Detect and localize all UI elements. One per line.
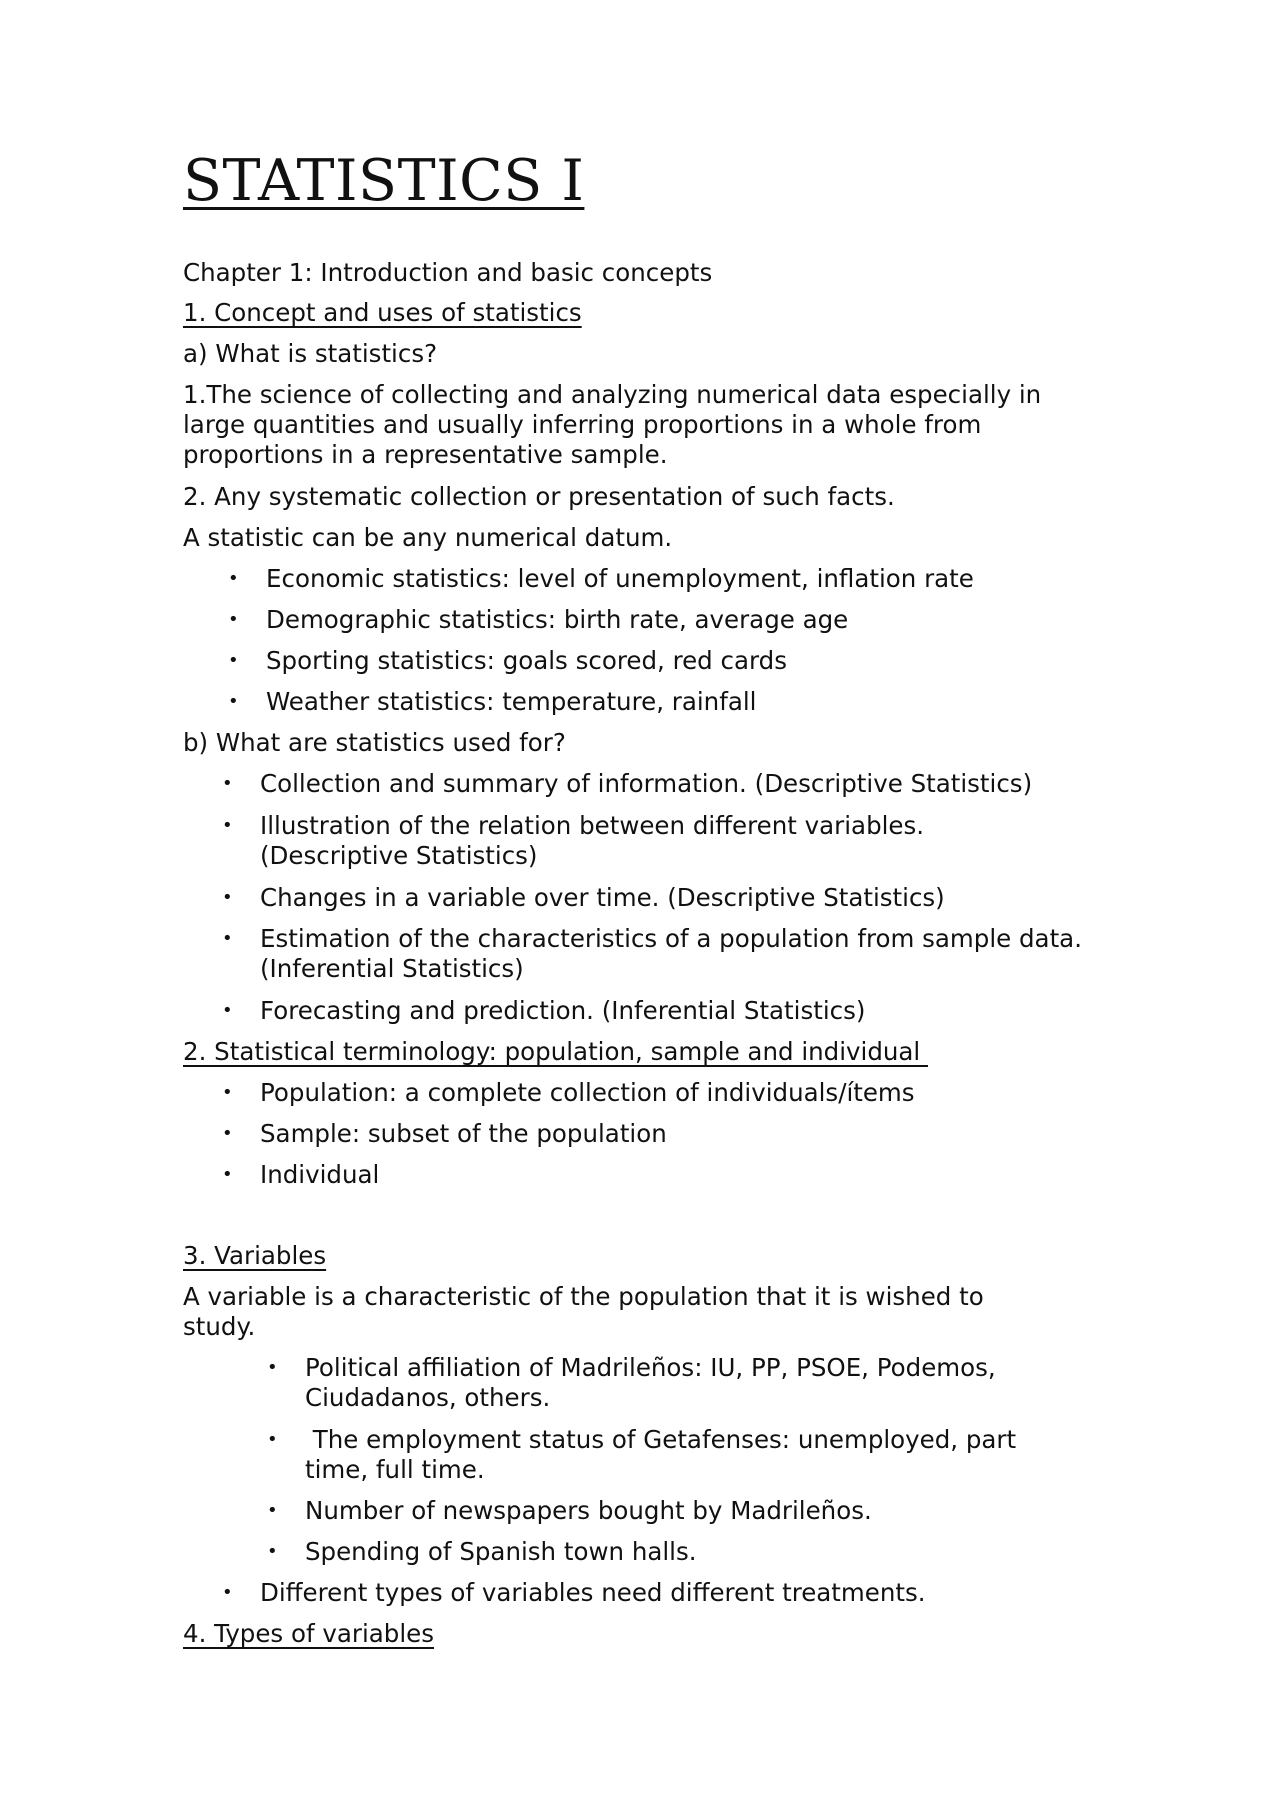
list-item — [0, 1160, 1280, 1190]
section-3-heading — [183, 1241, 326, 1271]
bullet-glyph: • — [222, 815, 233, 836]
bullet-glyph: • — [228, 691, 239, 712]
list-item-text: Sample: subset of the population — [260, 1119, 667, 1148]
list-item — [0, 996, 1280, 1026]
bullet-glyph: • — [228, 650, 239, 671]
list-item-text: Forecasting and prediction. (Inferential Statistics) — [260, 996, 866, 1025]
list-item-text: Economic statistics: level of unemployment, inflation rate — [266, 564, 974, 593]
section-2-heading-text: 2. Statistical terminology: population, sample and individual — [183, 1037, 929, 1066]
list-item — [0, 811, 1280, 871]
definition-1: 1.The science of collecting and analyzing numerical data especially in large quantities and usually inferring proportions in a whole from proportions in a representative sample. — [183, 380, 1042, 469]
bullet-glyph: • — [228, 568, 239, 589]
document-title: STATISTICS I — [183, 148, 585, 214]
bullet-glyph: • — [222, 887, 233, 908]
question-a: a) What is statistics? — [183, 339, 438, 368]
list-item-text: Illustration of the relation between different variables. (Descriptive Statistics) — [260, 811, 925, 870]
bullet-glyph: • — [222, 773, 233, 794]
datum-statement: A statistic can be any numerical datum. — [183, 523, 673, 552]
list-item-text: The employment status of Getafenses: unemployed, part time, full time. — [305, 1425, 1024, 1484]
list-item-text: Changes in a variable over time. (Descriptive Statistics) — [260, 883, 945, 912]
list-item-text: Demographic statistics: birth rate, average age — [266, 605, 849, 634]
bullet-glyph: • — [222, 928, 233, 949]
definition-2: 2. Any systematic collection or presentation of such facts. — [183, 482, 895, 511]
list-item — [0, 1078, 1280, 1108]
list-item — [0, 564, 1280, 594]
section-1-heading-text: 1. Concept and uses of statistics — [183, 298, 582, 327]
list-item — [0, 769, 1280, 799]
list-item — [0, 1119, 1280, 1149]
section-4-heading-text: 4. Types of variables — [183, 1619, 434, 1648]
list-item-text: Collection and summary of information. (Descriptive Statistics) — [260, 769, 1033, 798]
list-item-text: Different types of variables need different treatments. — [260, 1578, 926, 1607]
variable-definition: A variable is a characteristic of the population that it is wished to study. — [183, 1282, 984, 1341]
bullet-glyph: • — [222, 1082, 233, 1103]
bullet-glyph: • — [267, 1429, 278, 1450]
list-item — [0, 1353, 1280, 1413]
list-item — [0, 1425, 1280, 1485]
list-item — [0, 1578, 1280, 1608]
list-item — [0, 646, 1280, 676]
section-2-heading — [183, 1037, 928, 1067]
list-item-text: Population: a complete collection of individuals/ítems — [260, 1078, 915, 1107]
section-3-heading-text: 3. Variables — [183, 1241, 327, 1270]
list-item — [0, 1496, 1280, 1526]
question-b: b) What are statistics used for? — [183, 728, 566, 757]
bullet-glyph: • — [222, 1123, 233, 1144]
bullet-glyph: • — [267, 1541, 278, 1562]
bullet-glyph: • — [222, 1000, 233, 1021]
bullet-glyph: • — [228, 609, 239, 630]
section-1-heading — [183, 298, 582, 328]
list-item-text: Sporting statistics: goals scored, red cards — [266, 646, 787, 675]
bullet-glyph: • — [267, 1500, 278, 1521]
list-item — [0, 1537, 1280, 1567]
chapter-heading: Chapter 1: Introduction and basic concepts — [183, 258, 713, 287]
bullet-glyph: • — [267, 1357, 278, 1378]
list-item-text: Number of newspapers bought by Madrileños. — [305, 1496, 872, 1525]
list-item — [0, 924, 1280, 984]
list-item-text: Individual — [260, 1160, 380, 1189]
list-item-text: Weather statistics: temperature, rainfall — [266, 687, 757, 716]
list-item-text: Political affiliation of Madrileños: IU, PP, PSOE, Podemos, Ciudadanos, others. — [305, 1353, 996, 1412]
bullet-glyph: • — [222, 1164, 233, 1185]
section-4-heading — [183, 1619, 434, 1649]
list-item-text: Spending of Spanish town halls. — [305, 1537, 697, 1566]
list-item — [0, 687, 1280, 717]
bullet-glyph: • — [222, 1582, 233, 1603]
list-item-text: Estimation of the characteristics of a population from sample data. (Inferential Statistics) — [260, 924, 1082, 983]
list-item — [0, 883, 1280, 913]
list-item — [0, 605, 1280, 635]
